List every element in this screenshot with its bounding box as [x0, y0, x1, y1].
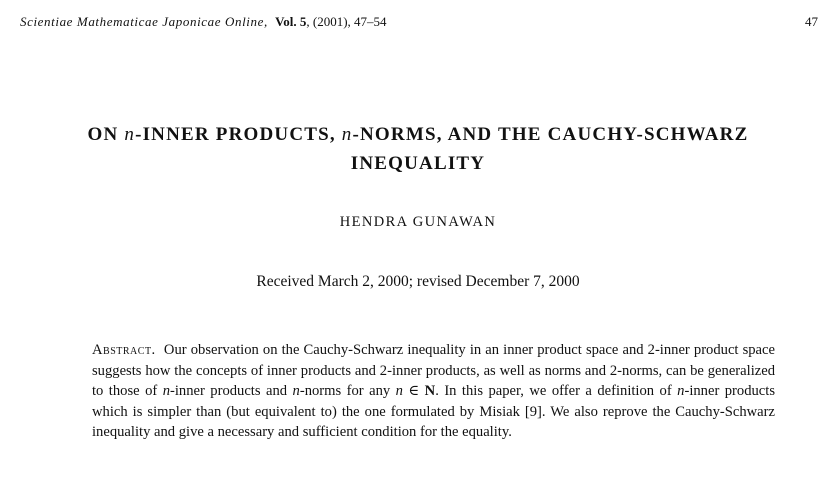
- title-math-n: n: [124, 124, 136, 145]
- abstract-text: -inner products and: [169, 383, 293, 399]
- abstract-text: -norms for any: [299, 383, 396, 399]
- journal-name: Scientiae Mathematicae Japonicae Online,: [20, 14, 268, 29]
- naturals-symbol: N: [424, 383, 436, 399]
- page-number: 47: [805, 14, 818, 29]
- abstract-math-n: n: [395, 383, 403, 399]
- title-math-n: n: [341, 124, 353, 145]
- title-line-2: INEQUALITY: [350, 153, 486, 174]
- running-head: [20, 12, 818, 32]
- author-name: HENDRA GUNAWAN: [339, 214, 497, 230]
- title-segment: -NORMS, AND THE CAUCHY-SCHWARZ: [352, 124, 749, 145]
- abstract-math-n: n: [677, 383, 685, 399]
- publication-details: , (2001), 47–54: [306, 14, 387, 29]
- abstract-math-n: n: [162, 383, 170, 399]
- element-of-symbol: ∈: [408, 383, 420, 399]
- abstract-text: -inner products which is simpler than (but equivalent to) the one formulated by Misiak [9]. We also reprove the Cauchy-Schwarz inequality and give a necessary and sufficient condition for the equality.: [92, 383, 776, 440]
- abstract-text: Our observation on the Cauchy-Schwarz inequality in an inner product space and 2-inner product space suggests how the concepts of inner products and 2-inner products, as well as norms and 2-norms, can be generalized to those of: [92, 342, 775, 399]
- received-dates: Received March 2, 2000; revised December 7, 2000: [256, 273, 580, 290]
- title-segment: ON: [87, 124, 125, 145]
- paper-title: [20, 120, 816, 178]
- abstract-text: . In this paper, we offer a definition of: [435, 383, 678, 399]
- abstract: [92, 340, 775, 443]
- volume-number: 5: [299, 14, 307, 29]
- abstract-label: Abstract.: [92, 342, 156, 358]
- title-segment: -INNER PRODUCTS,: [135, 124, 342, 145]
- abstract-math-n: n: [292, 383, 300, 399]
- volume-label: Vol.: [275, 14, 297, 29]
